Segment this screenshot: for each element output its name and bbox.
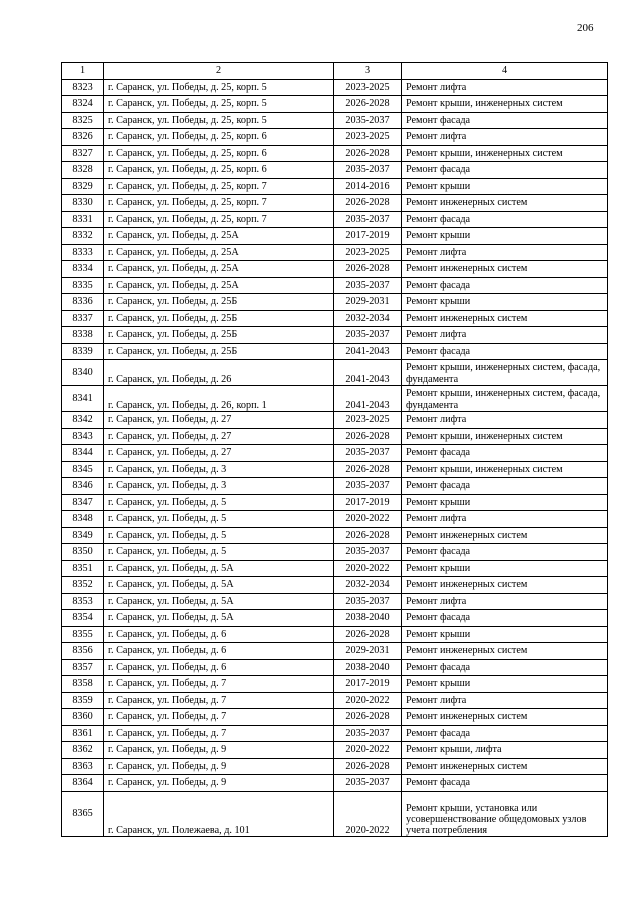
work-type-cell: Ремонт крыши, установка или усовершенствование общедомовых узлов учета потребления (402, 791, 608, 836)
work-type-cell: Ремонт фасада (402, 610, 608, 627)
table-row (62, 96, 608, 113)
row-number-cell: 8343 (62, 428, 104, 445)
period-cell: 2026-2028 (334, 96, 402, 113)
table-row (62, 79, 608, 96)
row-number-cell: 8332 (62, 228, 104, 245)
work-type-cell: Ремонт лифта (402, 692, 608, 709)
period-cell: 2023-2025 (334, 79, 402, 96)
address-cell: г. Саранск, ул. Победы, д. 7 (104, 692, 334, 709)
table-row (62, 742, 608, 759)
work-type-cell: Ремонт крыши (402, 178, 608, 195)
table-row (62, 709, 608, 726)
address-cell: г. Саранск, ул. Победы, д. 25А (104, 277, 334, 294)
address-cell: г. Саранск, ул. Победы, д. 9 (104, 758, 334, 775)
address-cell: г. Саранск, ул. Победы, д. 27 (104, 412, 334, 429)
period-cell: 2026-2028 (334, 758, 402, 775)
work-type-cell: Ремонт фасада (402, 343, 608, 360)
row-number-cell: 8351 (62, 560, 104, 577)
row-number-cell: 8357 (62, 659, 104, 676)
period-cell: 2029-2031 (334, 294, 402, 311)
table-row (62, 360, 608, 386)
period-cell: 2038-2040 (334, 610, 402, 627)
work-type-cell: Ремонт крыши, инженерных систем (402, 428, 608, 445)
table-row (62, 692, 608, 709)
period-cell: 2026-2028 (334, 428, 402, 445)
address-cell: г. Саранск, ул. Победы, д. 5 (104, 544, 334, 561)
address-cell: г. Саранск, ул. Победы, д. 5А (104, 593, 334, 610)
address-cell: г. Саранск, ул. Победы, д. 25, корп. 5 (104, 112, 334, 129)
column-header-3: 3 (334, 63, 402, 80)
address-cell: г. Саранск, ул. Победы, д. 25Б (104, 294, 334, 311)
table-row (62, 758, 608, 775)
work-type-cell: Ремонт фасада (402, 659, 608, 676)
row-number-cell: 8352 (62, 577, 104, 594)
address-cell: г. Саранск, ул. Победы, д. 5 (104, 511, 334, 528)
work-type-cell: Ремонт лифта (402, 511, 608, 528)
address-cell: г. Саранск, ул. Победы, д. 25, корп. 7 (104, 178, 334, 195)
period-cell: 2020-2022 (334, 791, 402, 836)
period-cell: 2035-2037 (334, 327, 402, 344)
address-cell: г. Саранск, ул. Победы, д. 7 (104, 725, 334, 742)
table-body (62, 79, 608, 836)
table-row (62, 676, 608, 693)
work-type-cell: Ремонт лифта (402, 129, 608, 146)
table-row (62, 129, 608, 146)
row-number-cell: 8335 (62, 277, 104, 294)
row-number-cell: 8334 (62, 261, 104, 278)
row-number-cell: 8354 (62, 610, 104, 627)
table-row (62, 511, 608, 528)
period-cell: 2026-2028 (334, 195, 402, 212)
row-number-cell: 8345 (62, 461, 104, 478)
row-number-cell: 8323 (62, 79, 104, 96)
address-cell: г. Саранск, ул. Победы, д. 7 (104, 676, 334, 693)
row-number-cell: 8328 (62, 162, 104, 179)
work-type-cell: Ремонт фасада (402, 725, 608, 742)
period-cell: 2026-2028 (334, 626, 402, 643)
work-type-cell: Ремонт инженерных систем (402, 261, 608, 278)
row-number-cell: 8348 (62, 511, 104, 528)
table-row (62, 577, 608, 594)
row-number-cell: 8331 (62, 211, 104, 228)
row-number-cell: 8363 (62, 758, 104, 775)
work-type-cell: Ремонт крыши, лифта (402, 742, 608, 759)
table-row (62, 593, 608, 610)
row-number-cell: 8362 (62, 742, 104, 759)
work-type-cell: Ремонт фасада (402, 162, 608, 179)
row-number-cell: 8360 (62, 709, 104, 726)
period-cell: 2035-2037 (334, 211, 402, 228)
table-row (62, 310, 608, 327)
work-type-cell: Ремонт лифта (402, 412, 608, 429)
work-type-cell: Ремонт фасада (402, 445, 608, 462)
row-number-cell: 8327 (62, 145, 104, 162)
period-cell: 2041-2043 (334, 386, 402, 412)
table-row (62, 445, 608, 462)
work-type-cell: Ремонт фасада (402, 277, 608, 294)
work-type-cell: Ремонт лифта (402, 79, 608, 96)
period-cell: 2038-2040 (334, 659, 402, 676)
table-row (62, 544, 608, 561)
table-row (62, 478, 608, 495)
address-cell: г. Саранск, ул. Победы, д. 27 (104, 445, 334, 462)
period-cell: 2023-2025 (334, 129, 402, 146)
address-cell: г. Саранск, ул. Полежаева, д. 101 (104, 791, 334, 836)
table-row (62, 277, 608, 294)
table-row (62, 386, 608, 412)
row-number-cell: 8337 (62, 310, 104, 327)
period-cell: 2035-2037 (334, 725, 402, 742)
column-header-2: 2 (104, 63, 334, 80)
row-number-cell: 8325 (62, 112, 104, 129)
work-type-cell: Ремонт крыши, инженерных систем, фасада, фундамента (402, 360, 608, 386)
row-number-cell: 8333 (62, 244, 104, 261)
work-type-cell: Ремонт фасада (402, 211, 608, 228)
row-number-cell: 8355 (62, 626, 104, 643)
table-row (62, 659, 608, 676)
address-cell: г. Саранск, ул. Победы, д. 5А (104, 610, 334, 627)
table-row (62, 428, 608, 445)
period-cell: 2014-2016 (334, 178, 402, 195)
work-type-cell: Ремонт крыши (402, 626, 608, 643)
address-cell: г. Саранск, ул. Победы, д. 25, корп. 7 (104, 195, 334, 212)
period-cell: 2026-2028 (334, 461, 402, 478)
address-cell: г. Саранск, ул. Победы, д. 5А (104, 560, 334, 577)
table-row (62, 294, 608, 311)
address-cell: г. Саранск, ул. Победы, д. 6 (104, 659, 334, 676)
table-header-row (62, 63, 608, 80)
work-type-cell: Ремонт инженерных систем (402, 195, 608, 212)
address-cell: г. Саранск, ул. Победы, д. 9 (104, 775, 334, 792)
table-row (62, 791, 608, 836)
row-number-cell: 8338 (62, 327, 104, 344)
period-cell: 2020-2022 (334, 560, 402, 577)
period-cell: 2020-2022 (334, 692, 402, 709)
table-row (62, 145, 608, 162)
table-row (62, 195, 608, 212)
work-type-cell: Ремонт фасада (402, 112, 608, 129)
table-row (62, 775, 608, 792)
table-row (62, 178, 608, 195)
period-cell: 2035-2037 (334, 593, 402, 610)
period-cell: 2035-2037 (334, 544, 402, 561)
period-cell: 2035-2037 (334, 775, 402, 792)
period-cell: 2041-2043 (334, 343, 402, 360)
row-number-cell: 8358 (62, 676, 104, 693)
table-row (62, 626, 608, 643)
row-number-cell: 8344 (62, 445, 104, 462)
row-number-cell: 8347 (62, 494, 104, 511)
address-cell: г. Саранск, ул. Победы, д. 3 (104, 461, 334, 478)
table-row (62, 244, 608, 261)
row-number-cell: 8346 (62, 478, 104, 495)
period-cell: 2035-2037 (334, 445, 402, 462)
row-number-cell: 8324 (62, 96, 104, 113)
address-cell: г. Саранск, ул. Победы, д. 25А (104, 244, 334, 261)
address-cell: г. Саранск, ул. Победы, д. 6 (104, 626, 334, 643)
work-type-cell: Ремонт инженерных систем (402, 310, 608, 327)
address-cell: г. Саранск, ул. Победы, д. 7 (104, 709, 334, 726)
address-cell: г. Саранск, ул. Победы, д. 3 (104, 478, 334, 495)
period-cell: 2032-2034 (334, 577, 402, 594)
page-number: 206 (577, 22, 594, 34)
period-cell: 2026-2028 (334, 261, 402, 278)
work-type-cell: Ремонт инженерных систем (402, 577, 608, 594)
work-type-cell: Ремонт лифта (402, 244, 608, 261)
address-cell: г. Саранск, ул. Победы, д. 25Б (104, 343, 334, 360)
row-number-cell: 8339 (62, 343, 104, 360)
period-cell: 2041-2043 (334, 360, 402, 386)
work-type-cell: Ремонт фасада (402, 544, 608, 561)
row-number-cell: 8341 (62, 386, 104, 412)
table-row (62, 527, 608, 544)
work-type-cell: Ремонт фасада (402, 775, 608, 792)
row-number-cell: 8326 (62, 129, 104, 146)
row-number-cell: 8350 (62, 544, 104, 561)
work-type-cell: Ремонт крыши (402, 294, 608, 311)
period-cell: 2032-2034 (334, 310, 402, 327)
work-type-cell: Ремонт лифта (402, 327, 608, 344)
address-cell: г. Саранск, ул. Победы, д. 25, корп. 5 (104, 96, 334, 113)
table-row (62, 211, 608, 228)
work-type-cell: Ремонт инженерных систем (402, 643, 608, 660)
table-row (62, 560, 608, 577)
work-type-cell: Ремонт инженерных систем (402, 527, 608, 544)
table-row (62, 327, 608, 344)
repair-schedule-table (61, 62, 608, 837)
period-cell: 2020-2022 (334, 511, 402, 528)
row-number-cell: 8356 (62, 643, 104, 660)
table-row (62, 162, 608, 179)
row-number-cell: 8330 (62, 195, 104, 212)
row-number-cell: 8336 (62, 294, 104, 311)
period-cell: 2020-2022 (334, 742, 402, 759)
address-cell: г. Саранск, ул. Победы, д. 5А (104, 577, 334, 594)
table-row (62, 228, 608, 245)
column-header-4: 4 (402, 63, 608, 80)
row-number-cell: 8340 (62, 360, 104, 386)
address-cell: г. Саранск, ул. Победы, д. 25, корп. 7 (104, 211, 334, 228)
address-cell: г. Саранск, ул. Победы, д. 6 (104, 643, 334, 660)
row-number-cell: 8342 (62, 412, 104, 429)
row-number-cell: 8364 (62, 775, 104, 792)
table-row (62, 112, 608, 129)
row-number-cell: 8353 (62, 593, 104, 610)
period-cell: 2029-2031 (334, 643, 402, 660)
period-cell: 2026-2028 (334, 709, 402, 726)
table-row (62, 461, 608, 478)
period-cell: 2035-2037 (334, 162, 402, 179)
work-type-cell: Ремонт крыши (402, 494, 608, 511)
period-cell: 2017-2019 (334, 676, 402, 693)
table-row (62, 643, 608, 660)
row-number-cell: 8361 (62, 725, 104, 742)
address-cell: г. Саранск, ул. Победы, д. 25Б (104, 327, 334, 344)
row-number-cell: 8359 (62, 692, 104, 709)
period-cell: 2017-2019 (334, 494, 402, 511)
table-row (62, 412, 608, 429)
address-cell: г. Саранск, ул. Победы, д. 25, корп. 6 (104, 145, 334, 162)
work-type-cell: Ремонт крыши, инженерных систем (402, 145, 608, 162)
period-cell: 2035-2037 (334, 112, 402, 129)
work-type-cell: Ремонт крыши (402, 228, 608, 245)
address-cell: г. Саранск, ул. Победы, д. 26, корп. 1 (104, 386, 334, 412)
address-cell: г. Саранск, ул. Победы, д. 9 (104, 742, 334, 759)
address-cell: г. Саранск, ул. Победы, д. 25, корп. 5 (104, 79, 334, 96)
period-cell: 2035-2037 (334, 277, 402, 294)
work-type-cell: Ремонт лифта (402, 593, 608, 610)
period-cell: 2023-2025 (334, 244, 402, 261)
table-row (62, 725, 608, 742)
table-row (62, 343, 608, 360)
work-type-cell: Ремонт инженерных систем (402, 758, 608, 775)
work-type-cell: Ремонт крыши, инженерных систем (402, 96, 608, 113)
work-type-cell: Ремонт крыши, инженерных систем, фасада, фундамента (402, 386, 608, 412)
work-type-cell: Ремонт крыши, инженерных систем (402, 461, 608, 478)
address-cell: г. Саранск, ул. Победы, д. 25, корп. 6 (104, 129, 334, 146)
row-number-cell: 8329 (62, 178, 104, 195)
address-cell: г. Саранск, ул. Победы, д. 26 (104, 360, 334, 386)
address-cell: г. Саранск, ул. Победы, д. 25, корп. 6 (104, 162, 334, 179)
period-cell: 2035-2037 (334, 478, 402, 495)
table-row (62, 494, 608, 511)
period-cell: 2026-2028 (334, 145, 402, 162)
address-cell: г. Саранск, ул. Победы, д. 5 (104, 527, 334, 544)
column-header-1: 1 (62, 63, 104, 80)
address-cell: г. Саранск, ул. Победы, д. 25Б (104, 310, 334, 327)
address-cell: г. Саранск, ул. Победы, д. 25А (104, 261, 334, 278)
period-cell: 2026-2028 (334, 527, 402, 544)
row-number-cell: 8349 (62, 527, 104, 544)
address-cell: г. Саранск, ул. Победы, д. 27 (104, 428, 334, 445)
work-type-cell: Ремонт инженерных систем (402, 709, 608, 726)
work-type-cell: Ремонт крыши (402, 676, 608, 693)
period-cell: 2017-2019 (334, 228, 402, 245)
table-row (62, 261, 608, 278)
row-number-cell: 8365 (62, 791, 104, 836)
work-type-cell: Ремонт фасада (402, 478, 608, 495)
work-type-cell: Ремонт крыши (402, 560, 608, 577)
address-cell: г. Саранск, ул. Победы, д. 5 (104, 494, 334, 511)
period-cell: 2023-2025 (334, 412, 402, 429)
table-row (62, 610, 608, 627)
address-cell: г. Саранск, ул. Победы, д. 25А (104, 228, 334, 245)
